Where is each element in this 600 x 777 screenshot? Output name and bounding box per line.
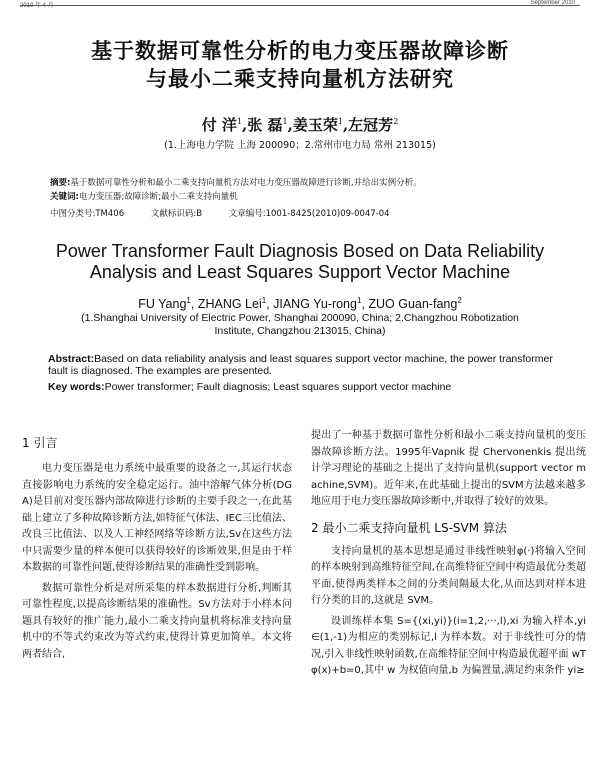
section-1-paragraph-1: 电力变压器是电力系统中最重要的设备之一,其运行状态直接影响电力系统的安全稳定运行。油中溶解气体分析(DGA)是目前对变压器内部故障进行诊断的主要手段之一,在此基础上建立了多种故障诊断方法,如特征气体法、IEC三比值法、改良三比值法、以及人工神经网络等诊断方法,Sv在这些方法中只需要少量的样本便可以获得较好的诊断效果,但是由于样本数据的可靠性问题,使得诊断结果的准确性受到影响。 bbox=[22, 463, 292, 573]
cn-abstract-text: 基于数据可靠性分析和最小二乘支持向量机方法对电力变压器故障进行诊断,并给出实例分析。 bbox=[70, 178, 422, 188]
cn-author: 姜玉荣 bbox=[292, 116, 338, 134]
cn-author: 付 洋 bbox=[201, 116, 237, 134]
section-2-heading: 2 最小二乘支持向量机 LS-SVM 算法 bbox=[311, 520, 507, 535]
en-author-sup: 1 bbox=[261, 296, 267, 305]
running-header bbox=[0, 0, 600, 9]
en-abstract bbox=[48, 353, 558, 377]
en-keywords-text: Power transformer; Fault diagnosis; Least squares support vector machine bbox=[104, 381, 452, 393]
body-column-right bbox=[311, 428, 586, 684]
header-right: September 2010 bbox=[530, 0, 575, 6]
body-column-left bbox=[22, 434, 292, 667]
article-number: 文章编号:1001-8425(2010)09-0047-04 bbox=[228, 209, 390, 219]
cn-author-sup: 1 bbox=[282, 117, 288, 126]
cn-abstract bbox=[50, 177, 570, 190]
cn-author-sup: 1 bbox=[236, 117, 243, 126]
en-abstract-text: Based on data reliability analysis and least squares support vector machine, the power transformer fault is diagnosed. The examples are presented. bbox=[48, 353, 553, 377]
en-author-sup: 2 bbox=[457, 296, 462, 305]
section-2-paragraph-1: 支持向量机的基本思想是通过非线性映射φ(·)将输入空间的样本映射到高维特征空间,在高维特征空间中构造最优分类超平面,使得两类样本之间的分类间隔最大化,从而达到对样本进行分类的目的,这就是 SVM。 bbox=[311, 545, 586, 606]
header-rule bbox=[20, 5, 580, 6]
en-author: FU Yang bbox=[138, 297, 187, 312]
cn-title-line-1: 基于数据可靠性分析的电力变压器故障诊断 bbox=[91, 38, 509, 63]
en-affiliation-line-1: (1.Shanghai University of Electric Power, Shanghai 200090, China; 2.Changzhou Robotization bbox=[81, 312, 519, 324]
en-authors: FU Yang$^1$, ZHANG Lei$^1$, JIANG Yu-rong$^1$, ZUO Guan-fang$^2$ bbox=[138, 296, 462, 312]
en-author: JIANG Yu-rong bbox=[273, 297, 357, 312]
en-title-line-2: Analysis and Least Squares Support Vector Machine bbox=[89, 262, 511, 282]
cn-author-sup: 1 bbox=[337, 117, 343, 126]
cn-keywords-text: 电力变压器;故障诊断;最小二乘支持向量机 bbox=[78, 192, 238, 202]
en-author: ZHANG Lei bbox=[197, 297, 262, 312]
document-code: 文献标识码:B bbox=[150, 209, 203, 219]
en-affiliation bbox=[0, 312, 600, 338]
section-1-paragraph-2: 数据可靠性分析是对所采集的样本数据进行分析,判断其可靠性程度,以提高诊断结果的准确性。Sv方法对于小样本问题具有较好的推广能力,最小二乘支持向量机将标准支持向量机中的不等式约束改为等式约束,使得计算更加简单。本文将两者结合, bbox=[22, 582, 292, 660]
header-left: 2010 年 4 月 bbox=[20, 3, 54, 9]
cn-author: 左冠芳 bbox=[348, 116, 394, 134]
cn-keywords bbox=[50, 191, 570, 204]
en-title-line-1: Power Transformer Fault Diagnosis Bosed on Data Reliability bbox=[55, 241, 545, 261]
cn-authors: 付 洋$^1$,张 磊$^1$,姜玉荣$^1$,左冠芳$^2$ bbox=[201, 116, 399, 134]
en-keywords bbox=[48, 381, 568, 393]
en-author-sup: 1 bbox=[186, 296, 191, 305]
cn-classification bbox=[50, 208, 570, 221]
clc-number: 中图分类号:TM406 bbox=[50, 209, 125, 219]
en-affiliation-line-2: Institute, Changzhou 213015, China) bbox=[214, 325, 386, 337]
cn-abstract-label: 摘要: bbox=[50, 178, 71, 188]
cn-title-line-2: 与最小二乘支持向量机方法研究 bbox=[146, 66, 454, 91]
section-1-heading: 1 引言 bbox=[22, 436, 58, 450]
section-2-paragraph-2: 设训练样本集 S={(xi,yi)}(i=1,2,···,l),xi 为输入样本,yi∈(1,-1)为相应的类别标记,l 为样本数。对于非线性可分的情况,引入非线性映射函数,在高维特征空间中构造最优超平面 wTφ(x)+b=0,其中 w 为权值向量,b 为偏置量,满足约束条件 yi≥ bbox=[311, 615, 586, 676]
section-1-continuation: 提出了一种基于数据可靠性分析和最小二乘支持向量机的变压器故障诊断方法。1995年Vapnik 提 Chervonenkis 提出统计学习理论的基础之上提出了支持向量机(support vector machine,SVM)。近年来,在此基础上提出的SVM方法越来越多地应用于电力变压器故障诊断中,并取得了较好的效果。 bbox=[311, 430, 586, 507]
cn-keywords-label: 关键词: bbox=[50, 192, 79, 202]
cn-affiliation: (1.上海电力学院 上海 200090；2.常州市电力局 常州 213015) bbox=[164, 140, 436, 151]
en-abstract-label: Abstract: bbox=[48, 353, 95, 365]
en-author-sup: 1 bbox=[356, 296, 362, 305]
en-author: ZUO Guan-fang bbox=[368, 297, 458, 312]
cn-author: 张 磊 bbox=[247, 116, 283, 134]
en-keywords-label: Key words: bbox=[48, 381, 105, 393]
cn-author-sup: 2 bbox=[393, 117, 399, 126]
